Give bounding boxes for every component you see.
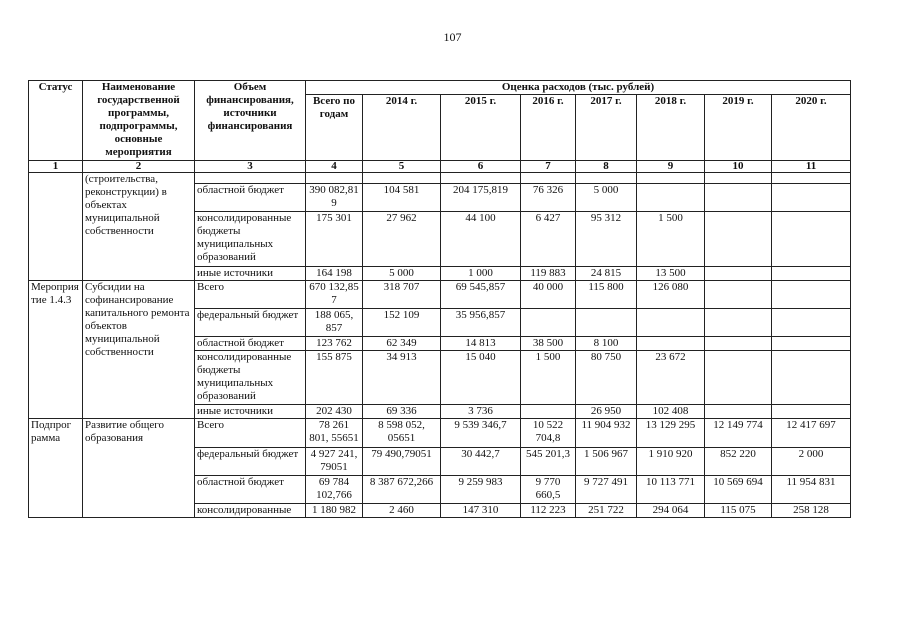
column-index: 4	[306, 161, 363, 173]
table-row	[29, 173, 851, 184]
year-value-cell: 12 149 774	[705, 419, 772, 448]
table-body	[29, 173, 851, 518]
year-value-cell: 34 913	[363, 351, 441, 405]
year-value-cell: 10 113 771	[637, 476, 705, 504]
year-value-cell: 10 569 694	[705, 476, 772, 504]
year-value-cell: 26 950	[576, 405, 637, 419]
header-volume: Объем финансирования, источники финансирования	[195, 81, 306, 161]
year-value-cell: 545 201,3	[521, 448, 576, 476]
year-value-cell: 13 129 295	[637, 419, 705, 448]
year-value-cell: 23 672	[637, 351, 705, 405]
year-value-cell: 119 883	[521, 267, 576, 281]
year-value-cell: 115 075	[705, 504, 772, 518]
year-value-cell	[772, 309, 851, 337]
year-value-cell: 8 100	[576, 337, 637, 351]
total-value-cell	[306, 173, 363, 184]
total-value-cell: 175 301	[306, 212, 363, 267]
year-value-cell: 104 581	[363, 184, 441, 212]
column-index: 2	[83, 161, 195, 173]
year-value-cell: 38 500	[521, 337, 576, 351]
header-year: 2014 г.	[363, 95, 441, 161]
year-value-cell	[705, 405, 772, 419]
year-value-cell: 6 427	[521, 212, 576, 267]
year-value-cell: 5 000	[576, 184, 637, 212]
year-value-cell: 204 175,819	[441, 184, 521, 212]
year-value-cell: 1 506 967	[576, 448, 637, 476]
year-value-cell	[705, 337, 772, 351]
column-index: 1	[29, 161, 83, 173]
year-value-cell: 11 954 831	[772, 476, 851, 504]
year-value-cell: 251 722	[576, 504, 637, 518]
year-value-cell	[772, 184, 851, 212]
year-value-cell: 1 500	[521, 351, 576, 405]
column-index: 6	[441, 161, 521, 173]
year-value-cell: 9 539 346,7	[441, 419, 521, 448]
program-name-cell: Развитие общего образования	[83, 419, 195, 518]
header-year: 2017 г.	[576, 95, 637, 161]
year-value-cell: 8 387 672,266	[363, 476, 441, 504]
year-value-cell	[772, 337, 851, 351]
year-value-cell: 76 326	[521, 184, 576, 212]
year-value-cell: 1 500	[637, 212, 705, 267]
year-value-cell: 13 500	[637, 267, 705, 281]
header-year: 2016 г.	[521, 95, 576, 161]
year-value-cell: 27 962	[363, 212, 441, 267]
year-value-cell	[705, 351, 772, 405]
year-value-cell	[363, 173, 441, 184]
total-value-cell: 390 082,81 9	[306, 184, 363, 212]
year-value-cell	[441, 173, 521, 184]
funding-source-cell: иные источники	[195, 405, 306, 419]
funding-source-cell: консолидированные	[195, 504, 306, 518]
funding-source-cell: консолидированные бюджеты муниципальных образований	[195, 212, 306, 267]
funding-source-cell: консолидированные бюджеты муниципальных образований	[195, 351, 306, 405]
table-row	[29, 281, 851, 309]
year-value-cell	[637, 337, 705, 351]
column-index-row	[29, 161, 851, 173]
year-value-cell: 12 417 697	[772, 419, 851, 448]
year-value-cell: 147 310	[441, 504, 521, 518]
year-value-cell: 115 800	[576, 281, 637, 309]
year-value-cell	[637, 173, 705, 184]
page-number: 107	[443, 30, 462, 44]
year-value-cell: 112 223	[521, 504, 576, 518]
year-value-cell	[521, 309, 576, 337]
year-value-cell: 11 904 932	[576, 419, 637, 448]
funding-source-cell: областной бюджет	[195, 476, 306, 504]
year-value-cell: 852 220	[705, 448, 772, 476]
year-value-cell	[705, 281, 772, 309]
header-estimate: Оценка расходов (тыс. рублей)	[306, 81, 851, 95]
column-index: 3	[195, 161, 306, 173]
year-value-cell	[576, 309, 637, 337]
year-value-cell: 24 815	[576, 267, 637, 281]
year-value-cell	[637, 184, 705, 212]
header-year: 2018 г.	[637, 95, 705, 161]
year-value-cell	[772, 281, 851, 309]
header-year: 2015 г.	[441, 95, 521, 161]
year-value-cell	[521, 405, 576, 419]
funding-source-cell: федеральный бюджет	[195, 448, 306, 476]
year-value-cell: 152 109	[363, 309, 441, 337]
table-row	[29, 419, 851, 448]
total-value-cell: 78 261 801, 55651	[306, 419, 363, 448]
funding-source-cell: областной бюджет	[195, 184, 306, 212]
total-value-cell: 1 180 982	[306, 504, 363, 518]
header-status: Статус	[29, 81, 83, 161]
year-value-cell: 79 490,79051	[363, 448, 441, 476]
year-value-cell: 2 460	[363, 504, 441, 518]
year-value-cell	[705, 309, 772, 337]
header-name: Наименование государственной программы, подпрограммы, основные мероприятия	[83, 81, 195, 161]
year-value-cell: 15 040	[441, 351, 521, 405]
funding-source-cell: иные источники	[195, 267, 306, 281]
year-value-cell	[705, 173, 772, 184]
total-value-cell: 202 430	[306, 405, 363, 419]
column-index: 11	[772, 161, 851, 173]
program-name-cell: Субсидии на софинансирование капитального ремонта объектов муниципальной собственности	[83, 281, 195, 419]
year-value-cell: 14 813	[441, 337, 521, 351]
funding-source-cell: Всего	[195, 419, 306, 448]
year-value-cell: 10 522 704,8	[521, 419, 576, 448]
year-value-cell: 9 727 491	[576, 476, 637, 504]
funding-source-cell: областной бюджет	[195, 337, 306, 351]
year-value-cell	[705, 212, 772, 267]
column-index: 8	[576, 161, 637, 173]
year-value-cell: 258 128	[772, 504, 851, 518]
column-index: 5	[363, 161, 441, 173]
year-value-cell: 69 336	[363, 405, 441, 419]
total-value-cell: 4 927 241, 79051	[306, 448, 363, 476]
header-year: 2019 г.	[705, 95, 772, 161]
total-value-cell: 69 784 102,766	[306, 476, 363, 504]
year-value-cell: 126 080	[637, 281, 705, 309]
year-value-cell: 80 750	[576, 351, 637, 405]
year-value-cell: 95 312	[576, 212, 637, 267]
header-year: 2020 г.	[772, 95, 851, 161]
status-cell: Подпрог рамма	[29, 419, 83, 518]
year-value-cell	[637, 309, 705, 337]
funding-source-cell: Всего	[195, 281, 306, 309]
funding-source-cell: федеральный бюджет	[195, 309, 306, 337]
year-value-cell: 69 545,857	[441, 281, 521, 309]
total-value-cell: 123 762	[306, 337, 363, 351]
year-value-cell	[705, 267, 772, 281]
year-value-cell	[705, 184, 772, 212]
column-index: 7	[521, 161, 576, 173]
year-value-cell: 35 956,857	[441, 309, 521, 337]
year-value-cell: 1 910 920	[637, 448, 705, 476]
total-value-cell: 155 875	[306, 351, 363, 405]
year-value-cell	[772, 267, 851, 281]
year-value-cell: 40 000	[521, 281, 576, 309]
total-value-cell: 188 065, 857	[306, 309, 363, 337]
year-value-cell	[576, 173, 637, 184]
program-name-cell: (строительства, реконструкции) в объектах муниципальной собственности	[83, 173, 195, 281]
year-value-cell	[772, 351, 851, 405]
year-value-cell: 294 064	[637, 504, 705, 518]
year-value-cell: 30 442,7	[441, 448, 521, 476]
year-value-cell	[772, 212, 851, 267]
status-cell	[29, 173, 83, 281]
year-value-cell	[521, 173, 576, 184]
year-value-cell: 1 000	[441, 267, 521, 281]
budget-table	[28, 80, 851, 518]
column-index: 10	[705, 161, 772, 173]
year-value-cell: 2 000	[772, 448, 851, 476]
status-cell: Мероприя тие 1.4.3	[29, 281, 83, 419]
year-value-cell: 8 598 052, 05651	[363, 419, 441, 448]
column-index: 9	[637, 161, 705, 173]
year-value-cell: 318 707	[363, 281, 441, 309]
total-value-cell: 670 132,85 7	[306, 281, 363, 309]
year-value-cell: 44 100	[441, 212, 521, 267]
year-value-cell	[772, 173, 851, 184]
year-value-cell: 5 000	[363, 267, 441, 281]
year-value-cell: 102 408	[637, 405, 705, 419]
year-value-cell: 9 259 983	[441, 476, 521, 504]
total-value-cell: 164 198	[306, 267, 363, 281]
year-value-cell: 9 770 660,5	[521, 476, 576, 504]
header-total: Всего по годам	[306, 95, 363, 161]
year-value-cell	[772, 405, 851, 419]
year-value-cell: 3 736	[441, 405, 521, 419]
funding-source-cell	[195, 173, 306, 184]
year-value-cell: 62 349	[363, 337, 441, 351]
